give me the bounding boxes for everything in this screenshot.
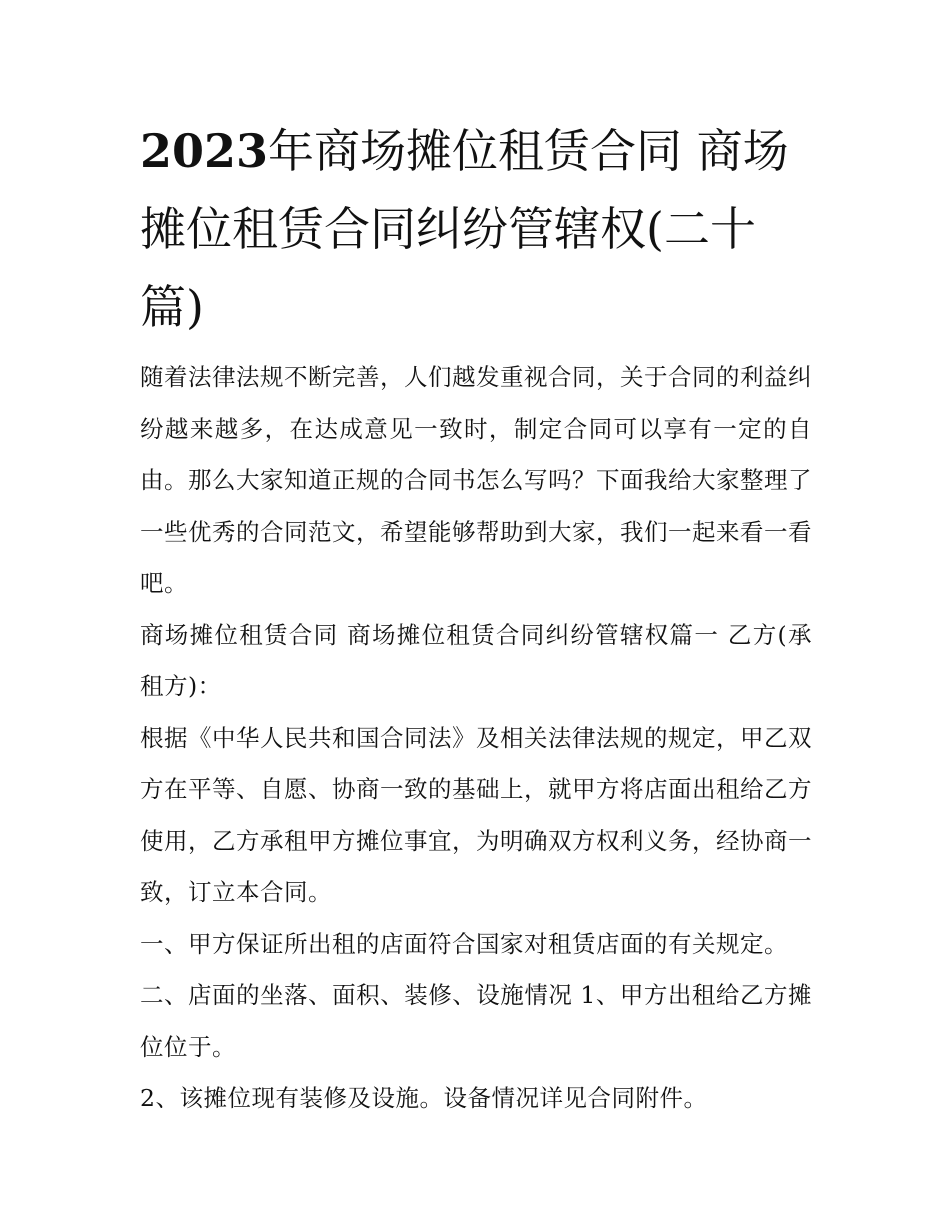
title-text: 年商场摊位租赁合同 商场摊位租赁合同纠纷管辖权(二十篇) [140, 124, 789, 334]
document-page [140, 112, 812, 1125]
intro-paragraph: 随着法律法规不断完善，人们越发重视合同，关于合同的利益纠纷越来越多，在达成意见一致时，制定合同可以享有一定的自由。那么大家知道正规的合同书怎么写吗？下面我给大家整理了一些优秀的合同范文，希望能够帮助到大家，我们一起来看一看吧。 [140, 363, 812, 597]
section-heading-paragraph: 商场摊位租赁合同 商场摊位租赁合同纠纷管辖权篇一 乙方(承租方)： [140, 620, 812, 700]
preamble-paragraph: 根据《中华人民共和国合同法》及相关法律法规的规定，甲乙双方在平等、自愿、协商一致的基础上，就甲方将店面出租给乙方使用，乙方承租甲方摊位事宜，为明确双方权利义务，经协商一致，订立本合同。 [140, 723, 812, 906]
clause-two-paragraph: 二、店面的坐落、面积、装修、设施情况 1、甲方出租给乙方摊位位于。 [140, 981, 812, 1061]
clause-one-paragraph: 一、甲方保证所出租的店面符合国家对租赁店面的有关规定。 [140, 929, 788, 958]
title-year: 2023 [140, 124, 269, 178]
document-title [140, 112, 812, 346]
clause-two-item-two-paragraph: 2、该摊位现有装修及设施。设备情况详见合同附件。 [140, 1084, 708, 1112]
